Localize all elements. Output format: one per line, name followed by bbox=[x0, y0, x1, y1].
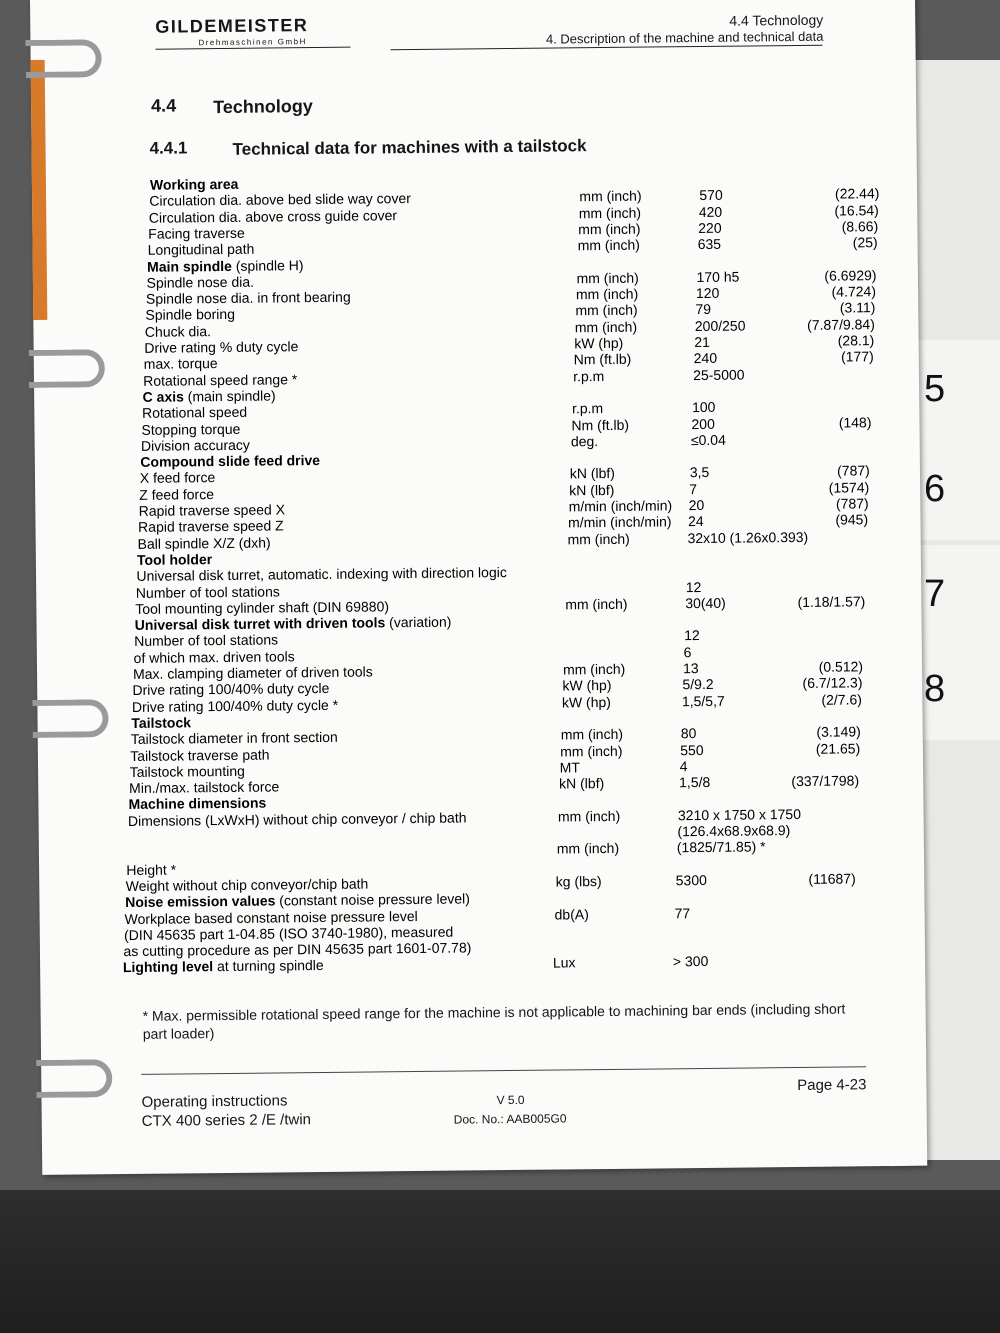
footer-doc-subtitle: CTX 400 series 2 /E /twin bbox=[141, 1111, 312, 1130]
row-value: 6 bbox=[683, 643, 692, 660]
footer-page-number: Page 4-23 bbox=[797, 1076, 867, 1095]
row-value: 24 bbox=[688, 513, 704, 530]
tab-6[interactable]: 6 bbox=[905, 440, 1000, 540]
row-label bbox=[130, 746, 269, 763]
row-unit: kW (hp) bbox=[562, 677, 612, 694]
row-value: 420 bbox=[698, 203, 723, 220]
row-label-text: Number of tool stations bbox=[134, 631, 279, 650]
row-label-text: Chuck dia. bbox=[144, 322, 212, 340]
footer-rule bbox=[141, 1066, 866, 1075]
row-imperial-value: (22.44) bbox=[834, 185, 880, 202]
row-unit: r.p.m bbox=[571, 400, 604, 417]
orange-divider bbox=[31, 60, 48, 320]
row-label-text: (DIN 45635 part 1-04.85 (ISO 3740-1980), measured bbox=[123, 923, 454, 943]
row-imperial-value bbox=[734, 903, 854, 904]
row-label-text: max. torque bbox=[143, 355, 218, 373]
row-unit: MT bbox=[559, 759, 580, 776]
row-unit: mm (inch) bbox=[578, 220, 641, 238]
row-value: 100 bbox=[691, 399, 716, 416]
row-label-text: Division accuracy bbox=[140, 436, 250, 454]
footer-version: V 5.0 bbox=[496, 1092, 525, 1108]
row-label-text: Tailstock mounting bbox=[129, 762, 245, 780]
row-unit: kN (lbf) bbox=[569, 465, 615, 482]
row-label bbox=[133, 663, 373, 682]
row-value: 12 bbox=[685, 578, 702, 595]
row-label bbox=[145, 323, 211, 340]
row-label bbox=[148, 225, 245, 242]
row-label-text: Drive rating % duty cycle bbox=[144, 338, 299, 356]
row-imperial-value: (0.512) bbox=[818, 658, 864, 675]
row-value: 12 bbox=[684, 627, 700, 644]
tab-8[interactable]: 8 bbox=[905, 640, 1000, 740]
row-unit: m/min (inch/min) bbox=[568, 513, 672, 531]
row-value: 220 bbox=[698, 219, 722, 236]
row-label bbox=[147, 257, 304, 275]
row-label-text: Rapid traverse speed X bbox=[138, 501, 286, 519]
footnote: * Max. permissible rotational speed range for the machine is not applicable to machining bar ends (including short part loader) bbox=[142, 1000, 846, 1042]
row-label-text: Circulation dia. above bed slide way cover bbox=[149, 190, 411, 210]
row-value: 32x10 (1.26x0.393) bbox=[687, 528, 809, 546]
row-unit: kW (hp) bbox=[561, 693, 611, 711]
row-label-text: C axis bbox=[142, 388, 184, 405]
row-label-text: Drive rating 100/40% duty cycle bbox=[132, 680, 330, 699]
row-unit: deg. bbox=[570, 432, 599, 450]
row-label bbox=[140, 452, 320, 470]
row-unit: mm (inch) bbox=[575, 302, 638, 319]
row-label-text: Tailstock diameter in front section bbox=[130, 729, 338, 748]
row-value: 77 bbox=[674, 904, 691, 921]
row-imperial-value: (3.11) bbox=[839, 299, 876, 316]
row-value: (126.4x68.9x68.9) bbox=[677, 822, 791, 840]
row-unit: mm (inch) bbox=[560, 742, 623, 759]
row-unit: r.p.m bbox=[573, 367, 605, 384]
row-imperial-value: (945) bbox=[835, 511, 869, 528]
row-label bbox=[144, 355, 218, 372]
binder-ring-icon bbox=[25, 39, 101, 78]
row-label-text: Tool holder bbox=[136, 551, 213, 568]
row-label-text: Longitudinal path bbox=[147, 240, 255, 258]
row-unit: mm (inch) bbox=[557, 807, 621, 825]
row-unit: Nm (ft.lb) bbox=[573, 351, 632, 368]
row-value: 79 bbox=[695, 301, 712, 318]
row-label-suffix: (variation) bbox=[385, 613, 452, 631]
row-label bbox=[135, 614, 452, 633]
row-label-text: Tool mounting cylinder shaft (DIN 69880) bbox=[135, 598, 390, 617]
row-unit: db(A) bbox=[554, 905, 589, 923]
brand-rule bbox=[156, 47, 351, 50]
row-label-text: as cutting procedure as per DIN 45635 part 1601-07.78) bbox=[123, 939, 472, 960]
row-value: 80 bbox=[680, 725, 697, 742]
section-title: Technology bbox=[213, 96, 313, 118]
tab-5[interactable]: 5 bbox=[905, 340, 1000, 440]
row-value: 200 bbox=[691, 415, 715, 432]
row-label-text: Min./max. tailstock force bbox=[129, 778, 280, 797]
row-unit: Nm (ft.lb) bbox=[571, 416, 630, 433]
row-imperial-value: (7.87/9.84) bbox=[807, 315, 875, 333]
row-label-suffix: (spindle H) bbox=[231, 256, 304, 274]
row-unit: Lux bbox=[552, 954, 576, 971]
row-imperial-value: (6.7/12.3) bbox=[802, 674, 863, 692]
row-unit: mm (inch) bbox=[574, 318, 638, 335]
row-unit: mm (inch) bbox=[577, 236, 640, 254]
row-label-text: of which max. driven tools bbox=[133, 647, 295, 666]
brand-logo: GILDEMEISTER bbox=[155, 15, 309, 37]
row-imperial-value: (2/7.6) bbox=[821, 690, 862, 708]
row-label bbox=[146, 289, 351, 307]
row-value: 1,5/8 bbox=[679, 774, 711, 791]
row-imperial-value: (25) bbox=[852, 234, 878, 251]
row-imperial-value: (28.1) bbox=[837, 332, 875, 349]
row-label bbox=[123, 940, 471, 960]
row-value: 200/250 bbox=[694, 317, 746, 334]
row-imperial-value: (177) bbox=[840, 348, 874, 365]
row-label bbox=[128, 809, 467, 829]
row-imperial-value: (1.18/1.57) bbox=[797, 593, 866, 610]
row-label bbox=[148, 241, 255, 258]
row-label bbox=[143, 371, 297, 389]
row-unit: mm (inch) bbox=[575, 285, 639, 303]
row-label bbox=[143, 387, 276, 404]
row-label bbox=[150, 176, 239, 193]
tab-7[interactable]: 7 bbox=[905, 545, 1000, 645]
row-label-text: Drive rating 100/40% duty cycle * bbox=[131, 696, 339, 715]
row-label-text: Spindle nose dia. in front bearing bbox=[145, 288, 351, 307]
row-imperial-value bbox=[744, 626, 864, 627]
row-label bbox=[144, 338, 298, 356]
row-label-text: Spindle boring bbox=[145, 306, 236, 324]
row-value: 120 bbox=[695, 284, 720, 302]
row-imperial-value bbox=[743, 642, 863, 643]
binder-ring-icon bbox=[32, 699, 108, 738]
row-label-text: Ball spindle X/Z (dxh) bbox=[137, 534, 271, 552]
header-section: 4.4 Technology bbox=[729, 11, 824, 29]
row-label bbox=[131, 729, 338, 747]
row-label-text: Working area bbox=[149, 175, 239, 193]
row-label-text: X feed force bbox=[139, 469, 216, 487]
row-value: 240 bbox=[693, 350, 718, 367]
row-label bbox=[132, 680, 329, 698]
row-label bbox=[123, 957, 324, 975]
row-label bbox=[138, 518, 284, 536]
row-value: ≤0.04 bbox=[690, 431, 726, 448]
row-value: 25-5000 bbox=[693, 366, 745, 383]
row-label-text: Max. clamping diameter of driven tools bbox=[132, 663, 373, 682]
row-label-text: Noise emission values bbox=[125, 892, 276, 911]
row-unit: mm (inch) bbox=[576, 269, 639, 287]
manual-page bbox=[30, 0, 927, 1175]
row-label-text: Dimensions (LxWxH) without chip conveyor / chip bath bbox=[127, 809, 467, 829]
binder-ring-icon bbox=[29, 349, 105, 388]
row-unit: kN (lbf) bbox=[569, 481, 615, 499]
row-value: 635 bbox=[697, 235, 722, 253]
row-value: 21 bbox=[694, 333, 710, 351]
row-value: 20 bbox=[688, 496, 705, 514]
row-label bbox=[132, 696, 338, 714]
row-label bbox=[140, 469, 216, 486]
row-value: 13 bbox=[682, 660, 699, 677]
row-label bbox=[129, 779, 279, 797]
row-label-text: Spindle nose dia. bbox=[146, 273, 255, 291]
row-imperial-value: (11687) bbox=[808, 870, 856, 887]
row-label bbox=[141, 420, 240, 437]
row-label bbox=[134, 632, 278, 650]
row-value: 3210 x 1750 x 1750 bbox=[677, 805, 802, 823]
row-imperial-value: (148) bbox=[838, 413, 872, 431]
row-imperial-value: (3.149) bbox=[816, 723, 861, 740]
row-value: (1825/71.85) * bbox=[676, 838, 766, 856]
row-label-text: Number of tool stations bbox=[135, 582, 280, 601]
row-value: 7 bbox=[689, 480, 698, 497]
row-value: 5300 bbox=[675, 871, 707, 889]
row-label-suffix: (main spindle) bbox=[183, 387, 276, 405]
row-label-text: Rapid traverse speed Z bbox=[138, 517, 284, 536]
row-label bbox=[134, 648, 295, 666]
binder-ring-icon bbox=[36, 1059, 112, 1098]
row-label-text: Workplace based constant noise pressure level bbox=[124, 907, 418, 927]
row-label-text: Machine dimensions bbox=[128, 794, 267, 813]
subsection-number: 4.4.1 bbox=[149, 138, 188, 158]
row-unit: m/min (inch/min) bbox=[568, 497, 673, 515]
row-label bbox=[145, 306, 235, 323]
row-unit: kN (lbf) bbox=[559, 775, 605, 792]
floor-background bbox=[0, 1190, 1000, 1333]
row-value: 5/9.2 bbox=[682, 676, 714, 693]
row-unit: mm (inch) bbox=[578, 204, 642, 221]
row-label bbox=[137, 534, 270, 551]
row-label-suffix: at turning spindle bbox=[213, 957, 324, 975]
row-label bbox=[149, 207, 397, 226]
subsection-title: Technical data for machines with a tailstock bbox=[232, 136, 587, 159]
footer-doc-number: Doc. No.: AAB005G0 bbox=[453, 1111, 567, 1127]
row-imperial-value: (787) bbox=[837, 462, 870, 479]
row-label bbox=[136, 583, 280, 601]
row-imperial-value: (787) bbox=[835, 495, 869, 512]
row-imperial-value: (8.66) bbox=[841, 218, 879, 235]
row-label bbox=[141, 437, 250, 454]
row-label bbox=[139, 501, 285, 519]
row-imperial-value: (21.65) bbox=[815, 739, 861, 757]
row-unit: mm (inch) bbox=[579, 187, 642, 205]
row-label bbox=[128, 795, 266, 812]
row-unit: mm (inch) bbox=[567, 530, 630, 547]
row-unit: mm (inch) bbox=[556, 840, 620, 857]
row-label-text: Compound slide feed drive bbox=[140, 452, 321, 470]
section-number: 4.4 bbox=[151, 95, 177, 116]
row-label bbox=[146, 273, 254, 290]
row-value: 1,5/5,7 bbox=[681, 692, 725, 709]
row-unit: kg (lbs) bbox=[555, 872, 602, 890]
row-value: 570 bbox=[699, 187, 723, 204]
row-imperial-value: (4.724) bbox=[831, 283, 877, 300]
footer-doc-title: Operating instructions bbox=[141, 1092, 288, 1111]
row-label-text: Circulation dia. above cross guide cover bbox=[148, 206, 398, 226]
row-value: 4 bbox=[679, 757, 688, 775]
row-label bbox=[137, 551, 212, 568]
row-label-text: Stopping torque bbox=[141, 420, 241, 438]
row-label-text: Tailstock traverse path bbox=[130, 746, 270, 764]
row-label bbox=[126, 861, 176, 878]
row-label-suffix: (constant noise pressure level) bbox=[275, 890, 470, 909]
row-imperial-value: (1574) bbox=[828, 478, 870, 496]
row-value: 30(40) bbox=[685, 594, 726, 611]
row-value: 170 h5 bbox=[696, 268, 740, 285]
row-label-text: Height * bbox=[126, 861, 177, 878]
row-value: 3,5 bbox=[689, 464, 710, 481]
row-label bbox=[139, 486, 214, 503]
row-label-text: Tailstock bbox=[131, 714, 192, 731]
row-label bbox=[142, 404, 247, 421]
row-label-text: Weight without chip conveyor/chip bath bbox=[125, 875, 369, 894]
row-label-text: Lighting level bbox=[122, 958, 214, 976]
row-imperial-value bbox=[733, 952, 853, 953]
row-label-text: Rotational speed bbox=[141, 403, 248, 422]
row-label-text: Z feed force bbox=[139, 485, 215, 503]
row-imperial-value bbox=[752, 397, 872, 398]
row-imperial-value: (6.6929) bbox=[824, 266, 877, 284]
row-label-text: Rotational speed range * bbox=[143, 370, 298, 389]
row-imperial-value: (337/1798) bbox=[791, 772, 860, 790]
row-label-text: Main spindle bbox=[147, 257, 232, 275]
row-value: 550 bbox=[680, 741, 704, 758]
row-label-text: Universal disk turret with driven tools bbox=[134, 614, 386, 634]
row-label bbox=[125, 891, 470, 911]
row-label bbox=[136, 564, 507, 584]
row-unit: mm (inch) bbox=[560, 726, 624, 743]
row-imperial-value bbox=[746, 577, 866, 578]
row-label bbox=[131, 714, 191, 731]
row-unit: mm (inch) bbox=[562, 660, 626, 678]
header-chapter: 4. Description of the machine and technical data bbox=[545, 28, 824, 47]
row-imperial-value: (16.54) bbox=[834, 201, 879, 219]
row-label-text: Universal disk turret, automatic. indexing with direction logic bbox=[136, 564, 507, 585]
row-value: > 300 bbox=[672, 953, 709, 970]
brand-subtitle: Drehmaschinen GmbH bbox=[198, 37, 307, 48]
row-unit: kW (hp) bbox=[574, 334, 624, 352]
row-label-text: Facing traverse bbox=[148, 224, 245, 242]
row-label bbox=[130, 763, 245, 780]
row-unit: mm (inch) bbox=[565, 595, 628, 613]
